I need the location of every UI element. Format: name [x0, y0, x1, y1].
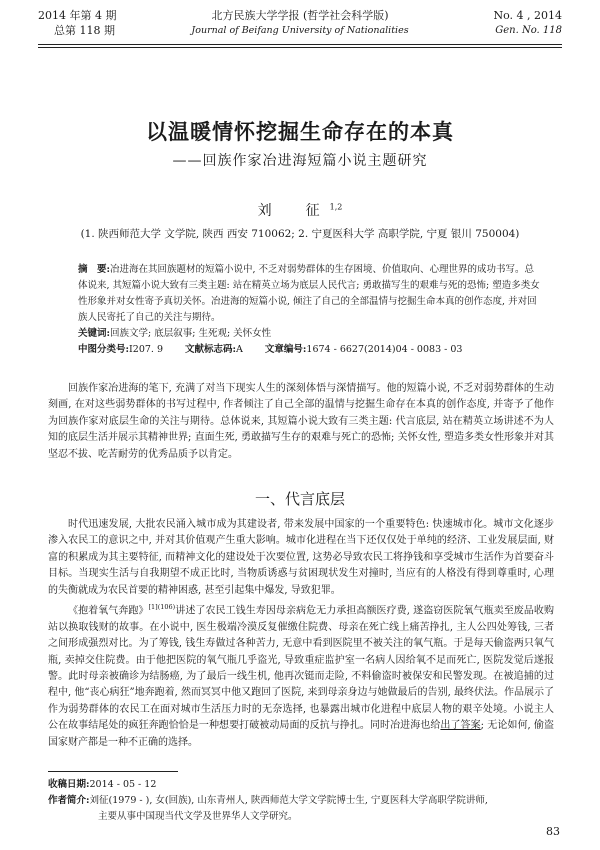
- journal-name-cn: 北方民族大学学报 (哲学社会科学版): [211, 9, 389, 22]
- doc-value: A: [236, 344, 243, 355]
- abstract-block: [78, 262, 540, 358]
- book-title: 《抱着氧气奔跑》: [68, 605, 149, 617]
- abstract-text: 冶进海在其回族题材的短篇小说中, 不乏对弱势群体的生存困境、价值取向、心理世界的成功书写。总体说来, 其短篇小说大致有三类主题: 站在精英立场为底层人民代言; 勇敢描写生的艰难与死的恐怖; 塑造多类女性形象并对女性寄予真切关怀。冶进海的短篇小说, 倾注了自己的全部温情与挖掘生命本真的创作态度, 并对回族人民寄托了自己的关注与期待。: [78, 264, 540, 323]
- running-header: [38, 8, 562, 42]
- author-affil-marks: 1,2: [329, 202, 343, 212]
- underlined-text: 出了答案: [440, 720, 481, 732]
- keywords-text: 回族文学; 底层叙事; 生死观; 关怀女性: [110, 328, 272, 339]
- document-code: [185, 342, 243, 358]
- header-rule-thick: [38, 44, 562, 45]
- clc-number: [78, 342, 163, 358]
- author-bio-continued: 主要从事中国现当代文学及世界华人文学研究。: [98, 811, 298, 822]
- keywords-label: 关键词:: [78, 328, 111, 339]
- footnote-rule: [48, 771, 178, 772]
- header-rule-thin: [38, 47, 562, 48]
- journal-name: [38, 8, 562, 38]
- footnote: [48, 777, 550, 825]
- gen-no: Gen. No. 118: [495, 25, 562, 36]
- keywords: [78, 326, 540, 342]
- section-heading: 一、代言底层: [254, 490, 345, 508]
- abstract-label: 摘 要:: [78, 264, 111, 275]
- article-subtitle: ——回族作家冶进海短篇小说主题研究: [172, 153, 428, 169]
- author-bio: [48, 793, 550, 809]
- article-title: 以温暖情怀挖掘生命存在的本真: [146, 119, 454, 144]
- received-date: [48, 777, 550, 793]
- section-body: [48, 517, 554, 751]
- received-label: 收稿日期:: [48, 779, 90, 790]
- journal-name-en: Journal of Beifang University of Nationalities: [191, 25, 409, 36]
- body-paragraph-1: 时代迅速发展, 大批农民涌入城市成为其建设者, 带来发展中国家的一个重要特色: 快速城市化。城市文化逐步渗入农民工的意识之中, 并对其价值观产生重大影响。城市化进程在当下还仅仅处于单纯的经济、工业发展层面, 财富的积累成为其主要特征, 而精神文化的建设处于次要位置, 这势必导致农民工将挣钱和享受城市生活作为首要奋斗目标。当现实生活与自我期望不成正比时, 当物质诱惑与贫困现状发生对撞时, 当应有的人格没有得到尊重时, 心理的失衡就成为农民首要的精神困惑, 甚至引起集中爆发, 导致犯罪。: [48, 519, 554, 596]
- article-label: 文章编号:: [264, 344, 307, 355]
- affiliation: (1. 陕西师范大学 文学院, 陕西 西安 710062; 2. 宁夏医科大学 高职学院, 宁夏 银川 750004): [80, 228, 520, 240]
- author-name: 刘 征: [257, 203, 330, 219]
- article-number: [265, 342, 463, 358]
- body-paragraph-2: [48, 599, 554, 751]
- author-line: [0, 200, 600, 220]
- article-value: 1674 - 6627(2014)04 - 0083 - 03: [306, 344, 463, 355]
- clc-label: 中图分类号:: [78, 344, 130, 355]
- paragraph-2-tail: ; 无论如何, 偷盗国家财产都是一种不正确的选择。: [48, 720, 555, 748]
- bio-label: 作者简介:: [48, 795, 90, 806]
- year-issue: 2014 年第 4 期: [38, 9, 117, 22]
- classification-row: [78, 342, 540, 358]
- intro-section: [48, 381, 554, 463]
- received-value: 2014 - 05 - 12: [89, 779, 157, 790]
- intro-paragraph: 回族作家冶进海的笔下, 充满了对当下现实人生的深刻体悟与深情描写。他的短篇小说, 不乏对弱势群体的生动刻画, 在对这些弱势群体的书写过程中, 作者倾注了自己全部的温情与挖掘生命存在本真的创作态度, 并寄予了他作为回族作家对底层生命的关注与期待。总体说来, 其短篇小说大致有三类主题: 代言底层, 站在精英立场讲述不为人知的底层生活并展示其精神世界; 直面生死, 勇敢描写生存的艰难与死亡的恐怖; 关怀女性, 塑造多类女性形象并对其坚忍不拔、吃苦耐劳的优秀品质予以肯定。: [48, 383, 554, 460]
- abstract: [78, 262, 540, 326]
- issue-no: No. 4 , 2014: [493, 9, 562, 22]
- clc-value: I207. 9: [129, 344, 163, 355]
- citation-ref: [1](106): [148, 603, 176, 612]
- doc-label: 文献标志码:: [185, 344, 237, 355]
- paragraph-2-text: 讲述了农民工钱生寿因母亲病危无力承担高额医疗费, 遂盗窃医院氧气瓶卖至废品收购站以换取钱财的故事。在小说中, 医生极端冷漠反复催缴住院费、母亲在死亡线上痛苦挣扎, 主人公四处筹钱, 三者之间形成强烈对比。为了筹钱, 钱生寿做过各种苦力, 无意中看到医院里不被关注的氧气瓶。于是每天偷盗两只氧气瓶, 卖掉交住院费。由于他把医院的氧气瓶几乎盗光, 导致重症监护室一名病人因给氧不足而死亡, 医院发觉后遂报警。此时母亲被确诊为结肠癌, 为了最后一线生机, 他再次铤而走险, 不料偷盗时被保安和民警发现。在被追捕的过程中, 他“丧心病狂”地奔跑着, 然而冥冥中他又跑回了医院, 来到母亲身边与她做最后的告别, 最终伏法。作品展示了作为弱势群体的农民工在面对城市生活压力时的无奈选择, 也暴露出城市化进程中底层人物的艰辛处境。小说主人公在故事结尾处的疯狂奔跑恰恰是一种想要打破被动局面的反抗与挣扎。同时冶进海也给: [48, 605, 554, 732]
- total-issue: 总第 118 期: [54, 24, 115, 37]
- issue-info-right: [493, 8, 562, 38]
- page-number: 83: [546, 825, 560, 838]
- bio-text: 刘征(1979 - ), 女(回族), 山东青州人, 陕西师范大学文学院博士生, 宁夏医科大学高职学院讲师,: [89, 795, 488, 806]
